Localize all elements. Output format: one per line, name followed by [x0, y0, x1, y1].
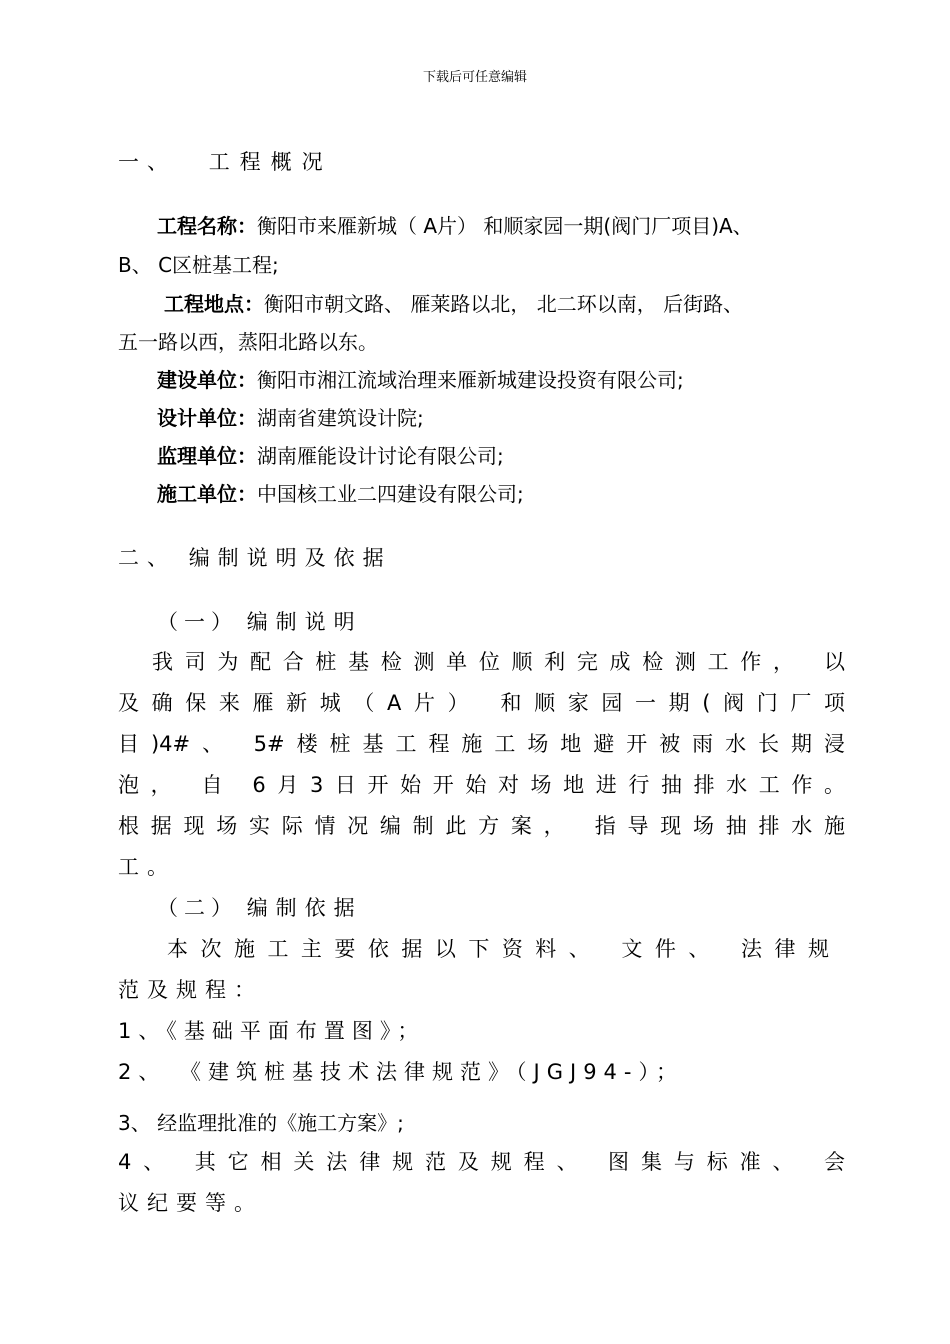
construction-unit: [157, 478, 524, 507]
para1-line-6: 工。: [118, 855, 176, 879]
owner-unit-value: 衡阳市湘江流域治理来雁新城建设投资有限公司;: [257, 368, 684, 392]
para1-line-1: 我司为配合桩基检测单位顺利完成检测工作， 以: [152, 650, 845, 674]
subsection2-title: 编制依据: [246, 896, 363, 920]
design-unit-label: 设计单位：: [157, 406, 257, 430]
para2-line-1: 本次施工主要依据以下资料、 文件、 法律规: [167, 937, 829, 961]
section2-title: 编制说明及依据: [188, 546, 392, 570]
subsection1-number: （一）: [157, 610, 238, 634]
supervision-unit-label: 监理单位：: [157, 444, 257, 468]
project-location: [164, 288, 743, 317]
design-unit-value: 湖南省建筑设计院;: [257, 406, 424, 430]
project-name-label: 工程名称：: [157, 214, 257, 238]
project-location-label: 工程地点：: [164, 292, 264, 316]
project-name: [157, 210, 753, 239]
supervision-unit-value: 湖南雁能设计讨论有限公司;: [257, 444, 504, 468]
basis-list-item-4: 4、 其它相关法律规范及规程、 图集与标准、 会: [118, 1150, 845, 1174]
supervision-unit: [157, 440, 504, 469]
project-location-cont: 五一路以西，蒸阳北路以东。: [118, 330, 378, 354]
basis-list-item-2: 2、 《建筑桩基技术法律规范》（JGJ94-）；: [118, 1060, 684, 1084]
para1-line-5: 根据现场实际情况编制此方案， 指导现场抽排水施: [118, 814, 845, 838]
construction-unit-label: 施工单位：: [157, 482, 257, 506]
subsection2-number: （二）: [157, 896, 238, 920]
para1-line-3: 目)4#、 5#楼桩基工程施工场地避开被雨水长期浸: [118, 732, 845, 756]
para1-line-2: 及确保来雁新城（A片） 和顺家园一期(阀门厂项: [118, 691, 845, 715]
project-name-cont: B、 C区桩基工程;: [118, 253, 279, 277]
project-location-value: 衡阳市朝文路、 雁莱路以北， 北二环以南， 后街路、: [264, 292, 744, 316]
owner-unit-label: 建设单位：: [157, 368, 257, 392]
basis-list-item-3: 3、 经监理批准的《施工方案》;: [118, 1111, 404, 1135]
section2-number: 二、: [118, 546, 176, 570]
subsection1-heading: [157, 606, 363, 636]
para2-line-2: 范及规程：: [118, 978, 263, 1002]
construction-unit-value: 中国核工业二四建设有限公司;: [257, 482, 524, 506]
basis-list-item-4-cont: 议纪要等。: [118, 1191, 263, 1215]
page-header: 下载后可任意编辑: [422, 70, 527, 85]
owner-unit: [157, 364, 684, 393]
design-unit: [157, 402, 424, 431]
subsection1-title: 编制说明: [246, 610, 363, 634]
section2-heading: [118, 542, 392, 572]
project-name-value: 衡阳市来雁新城（ A片） 和顺家园一期(阀门厂项目)A、: [257, 214, 753, 238]
para1-line-4: 泡， 自 6月3日开始开始对场地进行抽排水工作。: [118, 773, 845, 797]
subsection2-heading: [157, 892, 363, 922]
section1-title: 工程概况: [208, 150, 333, 174]
basis-list-item-1: 1、《基础平面布置图》；: [118, 1019, 426, 1043]
section1-number: 一、: [118, 150, 176, 174]
section1-heading: [118, 146, 333, 176]
